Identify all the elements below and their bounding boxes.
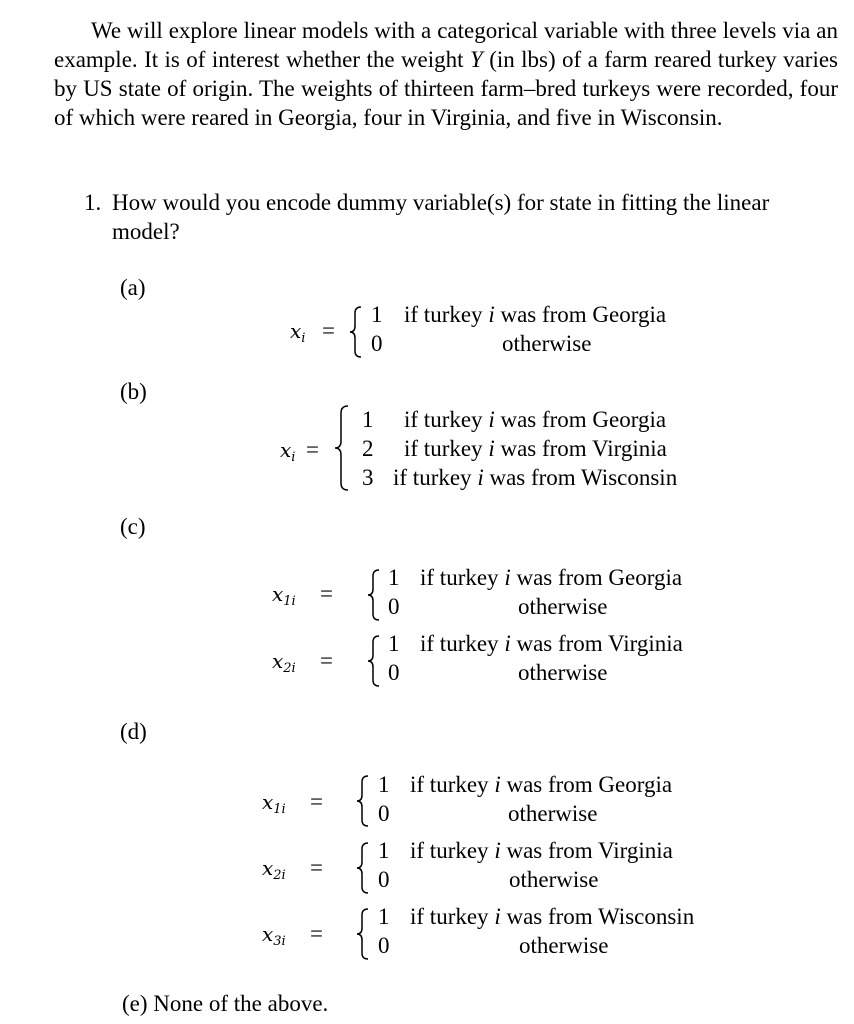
intro-paragraph <box>54 16 838 132</box>
option-e <box>122 992 328 1015</box>
option-a-var: $x_i$ <box>290 319 306 346</box>
option-b-equals: = <box>306 437 319 462</box>
option-c-brace2 <box>367 635 381 687</box>
option-a-equals: = <box>322 318 335 343</box>
option-d-cond1: if turkey i was from Georgia <box>410 772 673 797</box>
option-d-val1b: 0 <box>378 801 390 826</box>
option-b-label: (b) <box>120 379 147 404</box>
option-c-label: (c) <box>120 514 146 539</box>
option-d-equals3: = <box>310 921 323 946</box>
option-b-cond1: if turkey i was from Georgia <box>404 407 667 432</box>
option-d-equals1: = <box>310 789 323 814</box>
option-d-cond3: if turkey i was from Wisconsin <box>410 904 695 929</box>
option-d-cond2: if turkey i was from Virginia <box>410 838 673 863</box>
option-d-brace1 <box>356 775 370 827</box>
option-c-val2: 1 <box>388 631 400 656</box>
question-text: How would you encode dummy variable(s) for state in fitting the linear model? <box>112 190 770 244</box>
option-d-var3: $x_{3i}$ <box>262 922 286 949</box>
option-a-label: (a) <box>120 275 146 300</box>
option-d-brace3 <box>356 908 370 960</box>
option-d-otherwise2: otherwise <box>509 867 599 892</box>
option-c-var2: $x_{2i}$ <box>272 649 296 676</box>
option-d-otherwise1: otherwise <box>508 801 598 826</box>
option-c-val1b: 0 <box>388 594 400 619</box>
option-d-otherwise3: otherwise <box>519 933 609 958</box>
option-d-val2b: 0 <box>378 867 390 892</box>
option-c-otherwise1: otherwise <box>518 594 608 619</box>
option-d-val2: 1 <box>378 838 390 863</box>
option-d-val1: 1 <box>378 772 390 797</box>
option-c-equals1: = <box>320 581 333 606</box>
option-b-cond2: if turkey i was from Virginia <box>404 436 667 461</box>
option-b-brace <box>334 405 350 491</box>
question-1 <box>84 188 838 246</box>
option-a-otherwise: otherwise <box>502 331 592 356</box>
option-e-text: None of the above. <box>153 991 329 1016</box>
option-b-val1: 1 <box>362 407 374 432</box>
question-number: 1. <box>84 190 102 215</box>
option-d-label: (d) <box>120 719 147 744</box>
option-c-brace1 <box>367 569 381 621</box>
option-d-val3b: 0 <box>378 933 390 958</box>
option-c-cond2: if turkey i was from Virginia <box>420 631 683 656</box>
option-d-brace2 <box>356 842 370 894</box>
option-e-label: (e) <box>122 991 148 1016</box>
option-b-cond3: if turkey i was from Wisconsin <box>393 465 678 490</box>
intro-text-2: (in lbs) of a farm reared turkey varies by US state of origin. The weights of thirteen farm–bred turkeys were recorded, four of which were reared in Georgia, four in Virginia, and five in Wisconsin. <box>54 47 839 130</box>
option-a-cond1: if turkey i was from Georgia <box>404 302 667 327</box>
option-d-val3: 1 <box>378 904 390 929</box>
option-d-equals2: = <box>310 855 323 880</box>
option-b-var: $x_i$ <box>280 438 296 465</box>
option-a-val1: 1 <box>371 302 383 327</box>
option-d-var2: $x_{2i}$ <box>262 856 286 883</box>
option-c-val1: 1 <box>388 565 400 590</box>
option-c-otherwise2: otherwise <box>518 660 608 685</box>
option-b-val3: 3 <box>362 465 374 490</box>
option-a-val2: 0 <box>371 331 383 356</box>
option-c-val2b: 0 <box>388 660 400 685</box>
intro-text-1: We will explore linear models with a categorical variable with three levels via an example. It is of interest whether the weight <box>54 18 838 72</box>
option-c-equals2: = <box>320 648 333 673</box>
option-d-var1: $x_{1i}$ <box>262 790 286 817</box>
option-c-var1: $x_{1i}$ <box>272 582 296 609</box>
option-a-brace <box>349 306 363 358</box>
option-b-val2: 2 <box>362 436 374 461</box>
y-symbol: Y <box>469 47 483 72</box>
option-c-cond1: if turkey i was from Georgia <box>420 565 683 590</box>
